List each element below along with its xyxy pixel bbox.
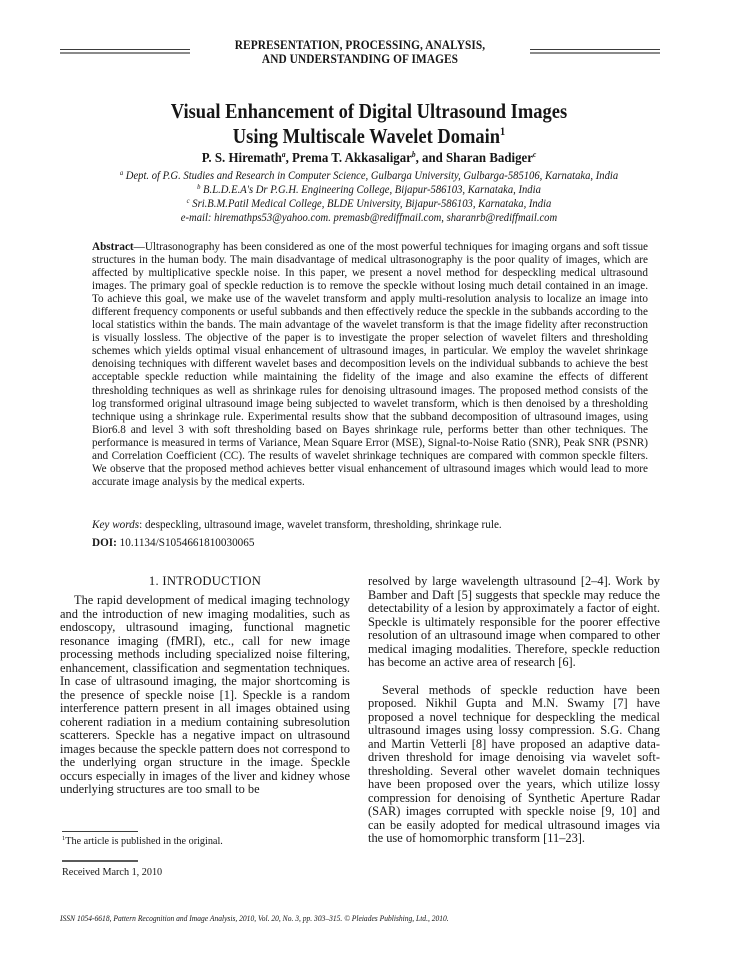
right-column <box>368 575 660 846</box>
abstract-text: —Ultrasonography has been considered as one of the most powerful techniques for imaging organs and soft tissue structures in the human body. The main disadvantage of medical ultrasonography is the poor quality of images, which are affected by multiplicative speckle noise. In this paper, we present a novel method for despeckling medical ultrasound images. The primary goal of speckle reduction is to remove the speckle without losing much detail contained in an image. To achieve this goal, we make use of the wavelet transform and apply multi-resolution analysis to localize an image into different frequency components or useful subbands and then effectively reduce the speckle in the subbands according to the local statistics within the bands. The main advantage of the wavelet transform is that the image fidelity after reconstruction is visually lossless. The objective of the paper is to investigate the proper selection of wavelet filters and thresholding schemes which yields optimal visual enhancement of ultrasound images, in particular. We employ the wavelet shrinkage denoising techniques with different wavelet bases and decomposition levels on the individual subbands to achieve the best acceptable speckle reduction while maintaining the fidelity of the image and also examine the effects of different thresholding techniques as well as shrinkage rules for denoising ultrasound images. The proposed method consists of the log transformed original ultrasound image being subjected to wavelet transform, which is then denoised by a thresholding technique using a shrinkage rule. Experimental results show that the subband decomposition of ultrasound images, using Bior6.8 and level 3 with soft thresholding based on Bayes shrinkage rule, performs better than other techniques. The performance is measured in terms of Variance, Mean Square Error (MSE), Signal-to-Noise Ratio (SNR), Peak SNR (PSNR) and Correlation Coefficient (CC). The results of wavelet shrinkage techniques are compared with common speckle filters. We observe that the proposed method achieves better visual enhancement of ultrasound images which would lead to more accurate image analysis by the medical experts. <box>92 241 648 488</box>
author-name: P. S. Hiremath <box>201 151 282 166</box>
keywords <box>92 518 648 532</box>
title-line-1: Visual Enhancement of Digital Ultrasound Images <box>170 99 568 123</box>
author-affiliation-mark: b <box>411 150 416 159</box>
author-separator: , <box>285 151 293 166</box>
affiliation <box>60 170 679 183</box>
header-rule-right <box>530 49 660 54</box>
header-rule-left <box>60 49 190 54</box>
affiliation-text: Dept. of P.G. Studies and Research in Computer Science, Gulbarga University, Gulbarga-585106, Karnataka, India <box>123 170 619 182</box>
abstract-label: Abstract <box>92 241 134 253</box>
affiliation-text: Sri.B.M.Patil Medical College, BLDE University, Bijapur-586103, Karnataka, India <box>189 198 552 210</box>
author-name: Sharan Badiger <box>446 151 533 166</box>
received-date: Received March 1, 2010 <box>62 867 163 878</box>
body-paragraph: resolved by large wavelength ultrasound [2–4]. Work by Bamber and Daft [5] suggests that speckle may reduce the detectability of a lesion by approximately a factor of eight. Speckle is ultimately responsible for the poorer effective resolution of an ultrasound image when compared to other medical imaging modalities. Therefore, speckle reduction has become an active area of research [6]. <box>368 574 660 669</box>
received-rule <box>62 860 138 862</box>
journal-header <box>0 38 738 72</box>
affiliation <box>60 184 679 197</box>
abstract <box>92 241 648 489</box>
journal-section-name <box>202 38 518 66</box>
author-separator: , and <box>415 151 447 166</box>
paragraph-gap <box>368 670 660 684</box>
affiliation-text: B.L.D.E.A's Dr P.G.H. Engineering College, Bijapur-586103, Karnataka, India <box>200 184 541 196</box>
journal-section-line-1: REPRESENTATION, PROCESSING, ANALYSIS, <box>234 38 486 52</box>
section-heading-introduction: 1. INTRODUCTION <box>148 574 262 588</box>
author-list <box>66 151 671 167</box>
left-column <box>60 574 350 797</box>
affiliation-mark: b <box>197 183 201 191</box>
footnote-mark: 1 <box>62 835 66 842</box>
author-emails: e-mail: hiremathps53@yahoo.com. premasb@rediffmail.com, sharanrb@rediffmail.com <box>180 212 558 224</box>
journal-section-line-2: AND UNDERSTANDING OF IMAGES <box>261 52 459 66</box>
title-line-2 <box>86 124 652 149</box>
author-name: Prema T. Akkasaligar <box>292 151 412 166</box>
title-footnote-mark: 1 <box>500 124 506 138</box>
author-affiliation-mark: a <box>281 150 286 159</box>
doi-label: DOI: <box>92 537 117 549</box>
affiliation-mark: c <box>186 197 190 205</box>
footnote <box>62 836 223 848</box>
title-line-2-text: Using Multiscale Wavelet Domain <box>232 124 501 148</box>
footnote-text: The article is published in the original. <box>65 836 223 847</box>
paper-title <box>86 99 652 149</box>
author-affiliation-mark: c <box>532 150 537 159</box>
issn-citation-footer: ISSN 1054-6618, Pattern Recognition and Image Analysis, 2010, Vol. 20, No. 3, pp. 303–315. © Pleiades Publishing, Ltd., 2010. <box>60 914 449 923</box>
footnote-rule <box>62 831 138 832</box>
body-paragraph: Several methods of speckle reduction have been proposed. Nikhil Gupta and M.N. Swamy [7] have proposed a novel technique for despeckling the medical ultrasound images using lossy compression. S.G. Chang and Martin Vetterli [8] have proposed an adaptive data-driven threshold for image denoising via wavelet soft-thresholding. Several other wavelet domain techniques have been proposed over the years, which utilize lossy compression for denoising of Synthetic Aperture Radar (SAR) images corrupted with speckle noise [9, 10] and can be easily adopted for medical ultrasound images via the use of homomorphic transform [11–23]. <box>368 682 660 845</box>
body-paragraph: The rapid development of medical imaging technology and the introduction of new imaging modalities, such as endoscopy, ultrasound imaging, functional magnetic resonance imaging (fMRI), etc., call for new image processing methods including specialized noise filtering, enhancement, classification and segmentation techniques. In case of ultrasound imaging, the major shortcoming is the presence of speckle noise [1]. Speckle is a random interference pattern present in all images obtained using coherent radiation in a medium containing subresolution scatterers. Speckle has a negative impact on ultrasound images because the speckle pattern does not correspond to the underlying organ structure in the image. Speckle occurs especially in images of the liver and kidney whose underlying structures are too small to be <box>60 593 350 796</box>
keywords-text: : despeckling, ultrasound image, wavelet transform, thresholding, shrinkage rule. <box>139 519 502 531</box>
doi-value[interactable]: 10.1134/S1054661810030065 <box>116 537 255 549</box>
affiliation-mark: a <box>119 169 124 177</box>
keywords-label: Key words <box>92 519 140 531</box>
doi <box>92 536 648 550</box>
affiliation <box>60 198 679 211</box>
